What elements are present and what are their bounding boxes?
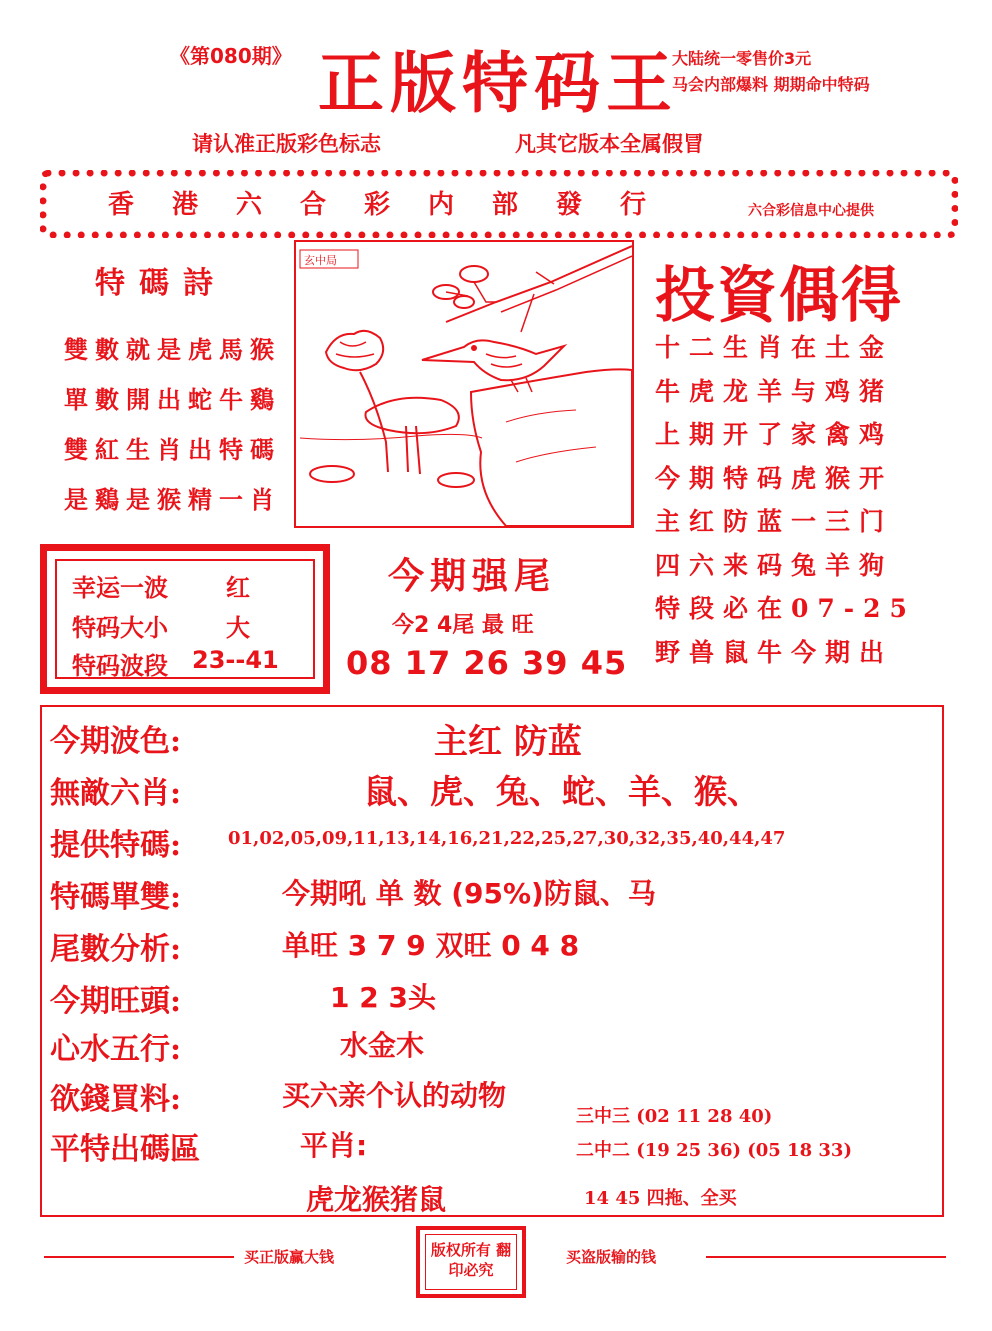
row-label: 今期波色: (50, 724, 182, 759)
price-line-1: 大陆统一零售价3元 (672, 49, 812, 68)
row-value: 水金木 (340, 1029, 425, 1062)
row-value: 主红 防蓝 (434, 722, 582, 762)
row-value: 01,02,05,09,11,13,14,16,21,22,25,27,30,32,35,40,44,47 (228, 828, 786, 849)
combo-tow: 14 45 四拖、全买 (584, 1188, 737, 1209)
row-label: 欲錢買料: (50, 1082, 182, 1117)
invest-title: 投資偶得 (655, 261, 903, 331)
bird-lotus-drawing (296, 242, 632, 526)
invest-line: 今期特码虎猴开 (655, 463, 894, 493)
footer-divider-left (44, 1256, 234, 1258)
invest-line: 主红防蓝一三门 (655, 507, 894, 536)
notice-right: 凡其它版本全属假冒 (515, 132, 704, 156)
footer-right-text: 买盗版输的钱 (566, 1248, 657, 1266)
lucky-label: 特码大小 (72, 614, 168, 642)
poem-lines (64, 325, 281, 525)
row-label: 平特出碼區 (50, 1132, 200, 1167)
row-value: 平肖: (300, 1129, 368, 1162)
row-label: 特碼單雙: (50, 880, 182, 915)
bird-lotus-illustration (294, 240, 634, 528)
invest-line: 特段必在07-25 (655, 594, 916, 623)
copyright-text: 版权所有 翻印必究 (430, 1241, 512, 1279)
footer-left-text: 买正版赢大钱 (244, 1248, 335, 1266)
row-value: 今期吼 单 数 (95%)防鼠、马 (282, 877, 656, 910)
price-info (672, 46, 870, 98)
lucky-value: 23--41 (192, 646, 279, 674)
banner-small-text: 六合彩信息中心提供 (748, 203, 874, 219)
invest-line: 上期开了家禽鸡 (655, 420, 894, 449)
banner-text: 香港六合彩内部發行 (108, 190, 685, 220)
row-value: 单旺 3 7 9 双旺 0 4 8 (282, 929, 580, 962)
lucky-label: 幸运一波 (72, 574, 168, 602)
price-line-2: 马会内部爆料 期期命中特码 (672, 75, 870, 94)
poem-title: 特碼詩 (95, 266, 227, 301)
invest-line: 野兽鼠牛今期出 (655, 637, 894, 667)
strong-tail-line: 今2 4尾 最 旺 (392, 613, 534, 638)
invest-line: 十二生肖在土金 (655, 333, 894, 362)
invest-line: 牛虎龙羊与鸡猪 (655, 376, 894, 406)
ping-zodiac: 虎龙猴猪鼠 (306, 1183, 447, 1216)
issue-number: 《第080期》 (170, 44, 292, 68)
row-label: 提供特碼: (50, 828, 182, 863)
invest-line: 四六来码兔羊狗 (655, 550, 894, 580)
lucky-value: 红 (226, 574, 250, 602)
row-value: 买六亲个认的动物 (282, 1079, 507, 1112)
row-label: 今期旺頭: (50, 984, 182, 1019)
notice-left: 请认准正版彩色标志 (192, 132, 381, 156)
row-value: 1 2 3头 (330, 981, 436, 1014)
row-label: 尾數分析: (50, 932, 182, 967)
poem-line: 雙紅生肖出特碼 (64, 435, 281, 464)
poem-line: 是鷄是猴精一肖 (64, 485, 281, 514)
combo-two: 二中二 (19 25 36) (05 18 33) (576, 1140, 852, 1161)
lucky-label: 特码波段 (72, 652, 168, 680)
row-value: 鼠、虎、兔、蛇、羊、猴、 (364, 772, 760, 811)
lucky-value: 大 (226, 614, 250, 642)
row-label: 心水五行: (50, 1032, 182, 1067)
strong-tail-title: 今期强尾 (388, 556, 557, 597)
strong-tail-numbers: 08 17 26 39 45 (346, 644, 628, 682)
poem-line: 雙數就是虎馬猴 (64, 335, 281, 364)
stamp-label: 玄中局 (304, 254, 337, 267)
combo-three: 三中三 (02 11 28 40) (576, 1106, 773, 1127)
poem-line: 單數開出蛇牛鷄 (64, 385, 281, 414)
invest-lines (655, 326, 916, 674)
footer-divider-right (706, 1256, 946, 1258)
page-title: 正版特码王 (318, 44, 678, 122)
row-label: 無敵六肖: (50, 776, 182, 811)
